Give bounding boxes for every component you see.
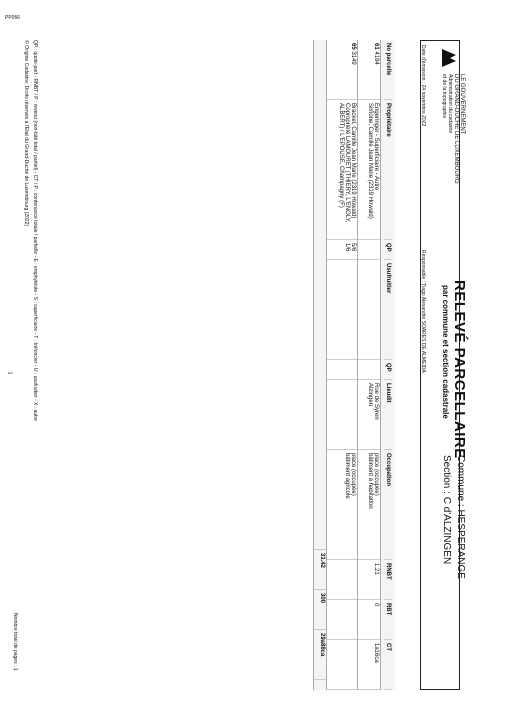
page-code: PP066	[5, 15, 21, 21]
logo-line: et de la topographie	[441, 74, 447, 119]
legend: QP : quote-part - RNBT / P : revenu (non-bâti total / partiel) - CT / P : contenance totale / partielle - E : emphytéote - S : superficiaire - T : tréfoncier - U : usufruitier - X : autre	[32, 40, 38, 421]
total-rnbt: 31.42	[314, 550, 326, 590]
header-qp2: QP	[384, 360, 392, 380]
header-proprietaire: Propriétaire	[384, 100, 392, 240]
table-row	[357, 40, 380, 690]
total-ct: 29a88ca	[314, 630, 326, 680]
totals-row	[313, 40, 326, 690]
total-pages: Nombre total de pages : 1	[12, 613, 18, 671]
parcel-num: 4184	[373, 51, 379, 65]
issue-date: Date d'émission : 24 novembre 2022	[420, 45, 426, 127]
parcel-number: 61	[373, 43, 379, 50]
owner-type: Engeringer - Superficiaire - Autre	[373, 103, 379, 191]
header-rbt: RBT	[384, 600, 392, 640]
occupation: bâtiment à habitation	[367, 453, 373, 509]
header-occupation: Occupation	[384, 450, 392, 560]
logo-text	[441, 74, 465, 234]
document-subtitle: par commune et section cadastrale	[441, 285, 450, 419]
cell-ct: 1a16ca	[358, 640, 380, 690]
header-lieudit: Lieudit	[384, 380, 392, 450]
commune-label: Commune : HESPERANGE	[455, 455, 466, 579]
cell-rnbt	[327, 560, 357, 600]
cell-rbt: 0	[358, 600, 380, 640]
header-usufruitier: Usufruitier	[384, 260, 392, 360]
logo-line: Administration du cadastre	[447, 74, 453, 134]
cell-qp: 5/6	[350, 243, 356, 252]
table-header-row	[380, 40, 395, 690]
footer-rotated	[8, 40, 38, 690]
cell-qp	[358, 240, 380, 260]
total-rbt: 300	[314, 590, 326, 630]
owner-name: Simone, Camille Jean Marie (2319 Howald)	[367, 103, 373, 219]
header-qp: QP	[384, 240, 392, 260]
copyright: © Origine Cadastre: Droits réservés à l'Etat du Grand-Duché de Luxembourg (2022)	[23, 40, 29, 227]
page-number: 1	[6, 371, 13, 375]
lieudit: Rue de Syren	[373, 383, 379, 420]
cell-qp-2: 1/6	[344, 243, 350, 252]
header-rnbt: RNBT	[384, 560, 392, 600]
owner-name: Brackel, Camille Jean Marie (2319 Howald)	[350, 103, 356, 219]
nature: place (occupée)	[350, 453, 356, 496]
table-row	[326, 40, 357, 690]
header-no-parcelle: No parcelle	[384, 40, 392, 100]
parcel-number: 65	[350, 43, 356, 50]
occupation: bâtiment agricole	[344, 453, 350, 499]
owner-name-2: Copropriété LAMOURET (THIERY, L'ENOLY, ALBERT) / L'EPOUSE, Champagny (F)	[338, 103, 350, 223]
parcel-table	[315, 40, 395, 690]
logo-line: LE GOUVERNEMENT	[459, 74, 465, 135]
locality: Alzingen	[367, 383, 373, 407]
cell-ct	[327, 640, 357, 690]
responsible: Responsable : Tiago Alexandre SOARES DE ALMEIDA	[420, 250, 426, 373]
cell-rnbt: 1.21	[358, 560, 380, 600]
lieudit	[327, 380, 357, 450]
header-ct: CT	[384, 640, 392, 690]
logo	[436, 45, 462, 71]
section-label: Section : C d'ALZINGEN	[441, 455, 452, 565]
document-title: RELEVÉ PARCELLAIRE	[451, 280, 468, 459]
parcel-num: 3149	[350, 51, 356, 65]
logo-line: DU GRAND-DUCHÉ DE LUXEMBOURG	[453, 74, 459, 184]
nature: place (occupée)	[373, 453, 379, 496]
cell-rbt	[327, 600, 357, 640]
